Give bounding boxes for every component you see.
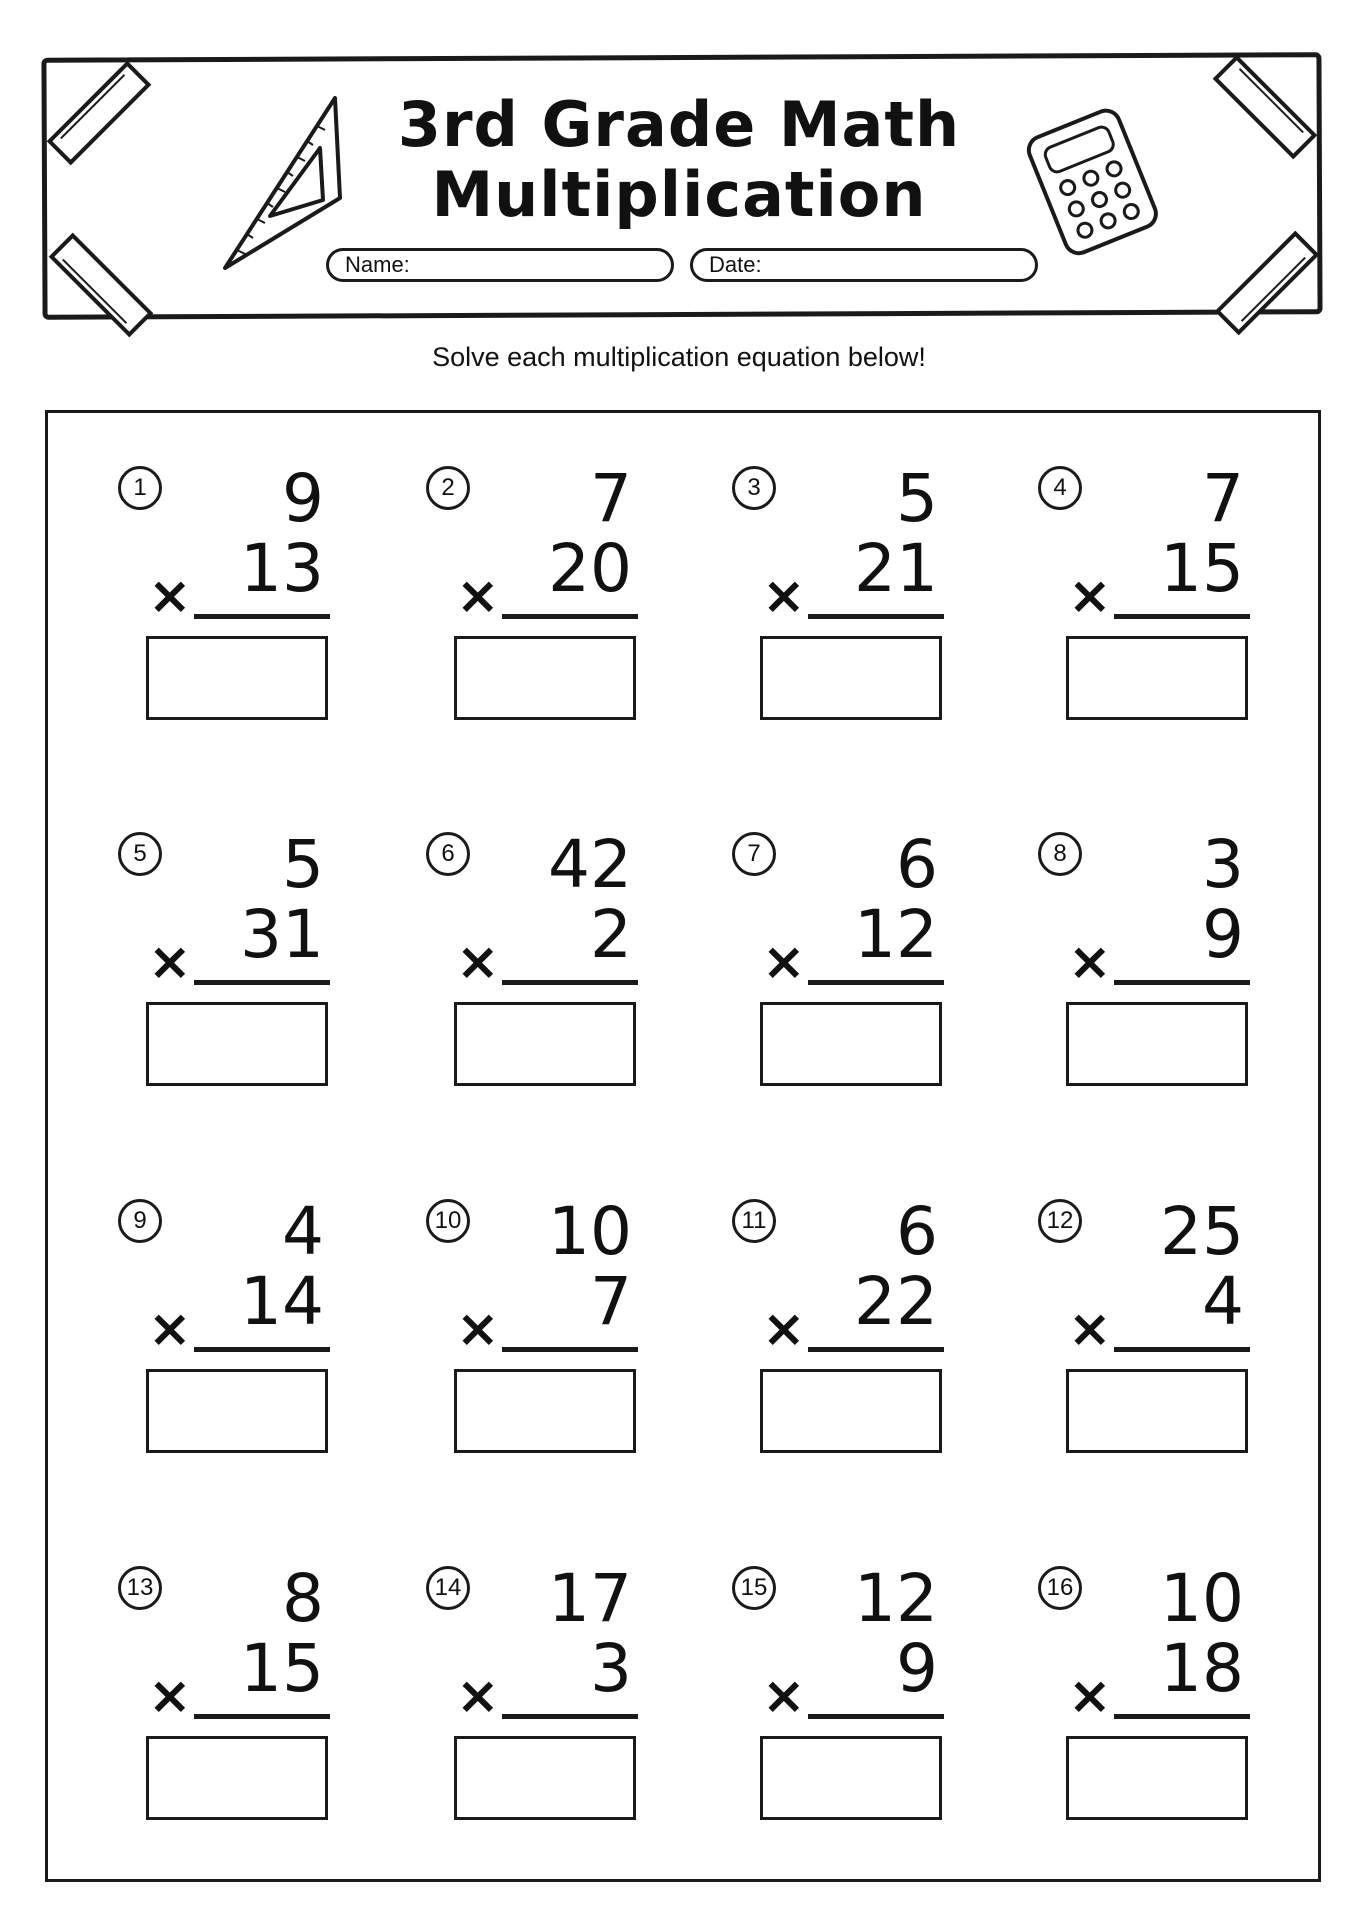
problem-number: 10 bbox=[426, 1199, 470, 1243]
times-sign: × bbox=[1068, 1299, 1112, 1359]
problem-14 bbox=[426, 1560, 646, 1836]
times-sign: × bbox=[456, 566, 500, 626]
problem-6 bbox=[426, 826, 646, 1102]
multiplier: 18 bbox=[1160, 1630, 1244, 1707]
multiplicand: 8 bbox=[282, 1560, 324, 1637]
multiplicand: 4 bbox=[282, 1193, 324, 1270]
answer-box[interactable] bbox=[454, 1002, 636, 1086]
date-field[interactable] bbox=[690, 248, 1038, 282]
times-sign: × bbox=[1068, 932, 1112, 992]
equation-line bbox=[502, 1714, 638, 1719]
answer-box[interactable] bbox=[146, 1736, 328, 1820]
multiplier: 9 bbox=[1202, 896, 1244, 973]
times-sign: × bbox=[456, 1666, 500, 1726]
multiplicand: 42 bbox=[548, 826, 632, 903]
multiplicand: 10 bbox=[548, 1193, 632, 1270]
times-sign: × bbox=[762, 1299, 806, 1359]
answer-box[interactable] bbox=[760, 1736, 942, 1820]
answer-box[interactable] bbox=[454, 1736, 636, 1820]
equation-line bbox=[808, 980, 944, 985]
equation-line bbox=[194, 1714, 330, 1719]
multiplier: 9 bbox=[896, 1630, 938, 1707]
date-label: Date: bbox=[709, 252, 762, 277]
multiplier: 20 bbox=[548, 530, 632, 607]
multiplicand: 6 bbox=[896, 826, 938, 903]
problem-number: 12 bbox=[1038, 1199, 1082, 1243]
equation-line bbox=[1114, 614, 1250, 619]
multiplier: 21 bbox=[854, 530, 938, 607]
problem-number: 2 bbox=[426, 466, 470, 510]
times-sign: × bbox=[762, 1666, 806, 1726]
problem-number: 11 bbox=[732, 1199, 776, 1243]
multiplicand: 5 bbox=[896, 460, 938, 537]
equation-line bbox=[808, 1347, 944, 1352]
multiplicand: 17 bbox=[548, 1560, 632, 1637]
multiplier: 13 bbox=[240, 530, 324, 607]
answer-box[interactable] bbox=[760, 1002, 942, 1086]
times-sign: × bbox=[148, 566, 192, 626]
answer-box[interactable] bbox=[454, 1369, 636, 1453]
equation-line bbox=[502, 980, 638, 985]
problem-8 bbox=[1038, 826, 1258, 1102]
answer-box[interactable] bbox=[1066, 1369, 1248, 1453]
equation-line bbox=[194, 1347, 330, 1352]
problem-number: 5 bbox=[118, 832, 162, 876]
problem-12 bbox=[1038, 1193, 1258, 1469]
tape-corner-icon bbox=[26, 210, 176, 360]
problem-13 bbox=[118, 1560, 338, 1836]
multiplier: 22 bbox=[854, 1263, 938, 1340]
multiplicand: 10 bbox=[1160, 1560, 1244, 1637]
multiplier: 3 bbox=[590, 1630, 632, 1707]
multiplier: 15 bbox=[1160, 530, 1244, 607]
equation-line bbox=[502, 614, 638, 619]
times-sign: × bbox=[148, 932, 192, 992]
multiplier: 7 bbox=[590, 1263, 632, 1340]
problem-number: 1 bbox=[118, 466, 162, 510]
times-sign: × bbox=[148, 1666, 192, 1726]
multiplier: 12 bbox=[854, 896, 938, 973]
multiplier: 14 bbox=[240, 1263, 324, 1340]
equation-line bbox=[194, 614, 330, 619]
problem-number: 14 bbox=[426, 1566, 470, 1610]
equation-line bbox=[808, 614, 944, 619]
problem-1 bbox=[118, 460, 338, 736]
times-sign: × bbox=[762, 566, 806, 626]
page-subtitle: Multiplication bbox=[431, 158, 927, 231]
equation-line bbox=[1114, 1714, 1250, 1719]
equation-line bbox=[1114, 980, 1250, 985]
problem-number: 4 bbox=[1038, 466, 1082, 510]
multiplier: 15 bbox=[240, 1630, 324, 1707]
multiplicand: 7 bbox=[1202, 460, 1244, 537]
problem-16 bbox=[1038, 1560, 1258, 1836]
multiplicand: 6 bbox=[896, 1193, 938, 1270]
multiplicand: 25 bbox=[1160, 1193, 1244, 1270]
problem-number: 15 bbox=[732, 1566, 776, 1610]
times-sign: × bbox=[456, 932, 500, 992]
equation-line bbox=[1114, 1347, 1250, 1352]
multiplier: 31 bbox=[240, 896, 324, 973]
answer-box[interactable] bbox=[146, 1002, 328, 1086]
multiplicand: 3 bbox=[1202, 826, 1244, 903]
answer-box[interactable] bbox=[146, 1369, 328, 1453]
page-title: 3rd Grade Math bbox=[397, 88, 961, 161]
problem-number: 16 bbox=[1038, 1566, 1082, 1610]
problem-number: 9 bbox=[118, 1199, 162, 1243]
times-sign: × bbox=[148, 1299, 192, 1359]
answer-box[interactable] bbox=[146, 636, 328, 720]
multiplier: 4 bbox=[1202, 1263, 1244, 1340]
times-sign: × bbox=[1068, 1666, 1112, 1726]
problem-10 bbox=[426, 1193, 646, 1469]
multiplicand: 9 bbox=[282, 460, 324, 537]
problem-number: 6 bbox=[426, 832, 470, 876]
times-sign: × bbox=[762, 932, 806, 992]
multiplicand: 7 bbox=[590, 460, 632, 537]
problem-4 bbox=[1038, 460, 1258, 736]
problem-3 bbox=[732, 460, 952, 736]
answer-box[interactable] bbox=[760, 636, 942, 720]
problem-2 bbox=[426, 460, 646, 736]
times-sign: × bbox=[1068, 566, 1112, 626]
problem-number: 3 bbox=[732, 466, 776, 510]
problem-11 bbox=[732, 1193, 952, 1469]
answer-box[interactable] bbox=[1066, 636, 1248, 720]
multiplicand: 12 bbox=[854, 1560, 938, 1637]
instructions: Solve each multiplication equation below! bbox=[432, 342, 926, 372]
answer-box[interactable] bbox=[1066, 1002, 1248, 1086]
problem-5 bbox=[118, 826, 338, 1102]
problem-15 bbox=[732, 1560, 952, 1836]
problem-number: 7 bbox=[732, 832, 776, 876]
answer-box[interactable] bbox=[454, 636, 636, 720]
name-label: Name: bbox=[345, 252, 410, 277]
multiplier: 2 bbox=[590, 896, 632, 973]
equation-line bbox=[194, 980, 330, 985]
tape-corner-icon bbox=[1192, 208, 1342, 358]
problem-9 bbox=[118, 1193, 338, 1469]
answer-box[interactable] bbox=[760, 1369, 942, 1453]
times-sign: × bbox=[456, 1299, 500, 1359]
equation-line bbox=[808, 1714, 944, 1719]
problem-number: 13 bbox=[118, 1566, 162, 1610]
name-field[interactable] bbox=[326, 248, 674, 282]
problem-7 bbox=[732, 826, 952, 1102]
multiplicand: 5 bbox=[282, 826, 324, 903]
problem-number: 8 bbox=[1038, 832, 1082, 876]
answer-box[interactable] bbox=[1066, 1736, 1248, 1820]
equation-line bbox=[502, 1347, 638, 1352]
